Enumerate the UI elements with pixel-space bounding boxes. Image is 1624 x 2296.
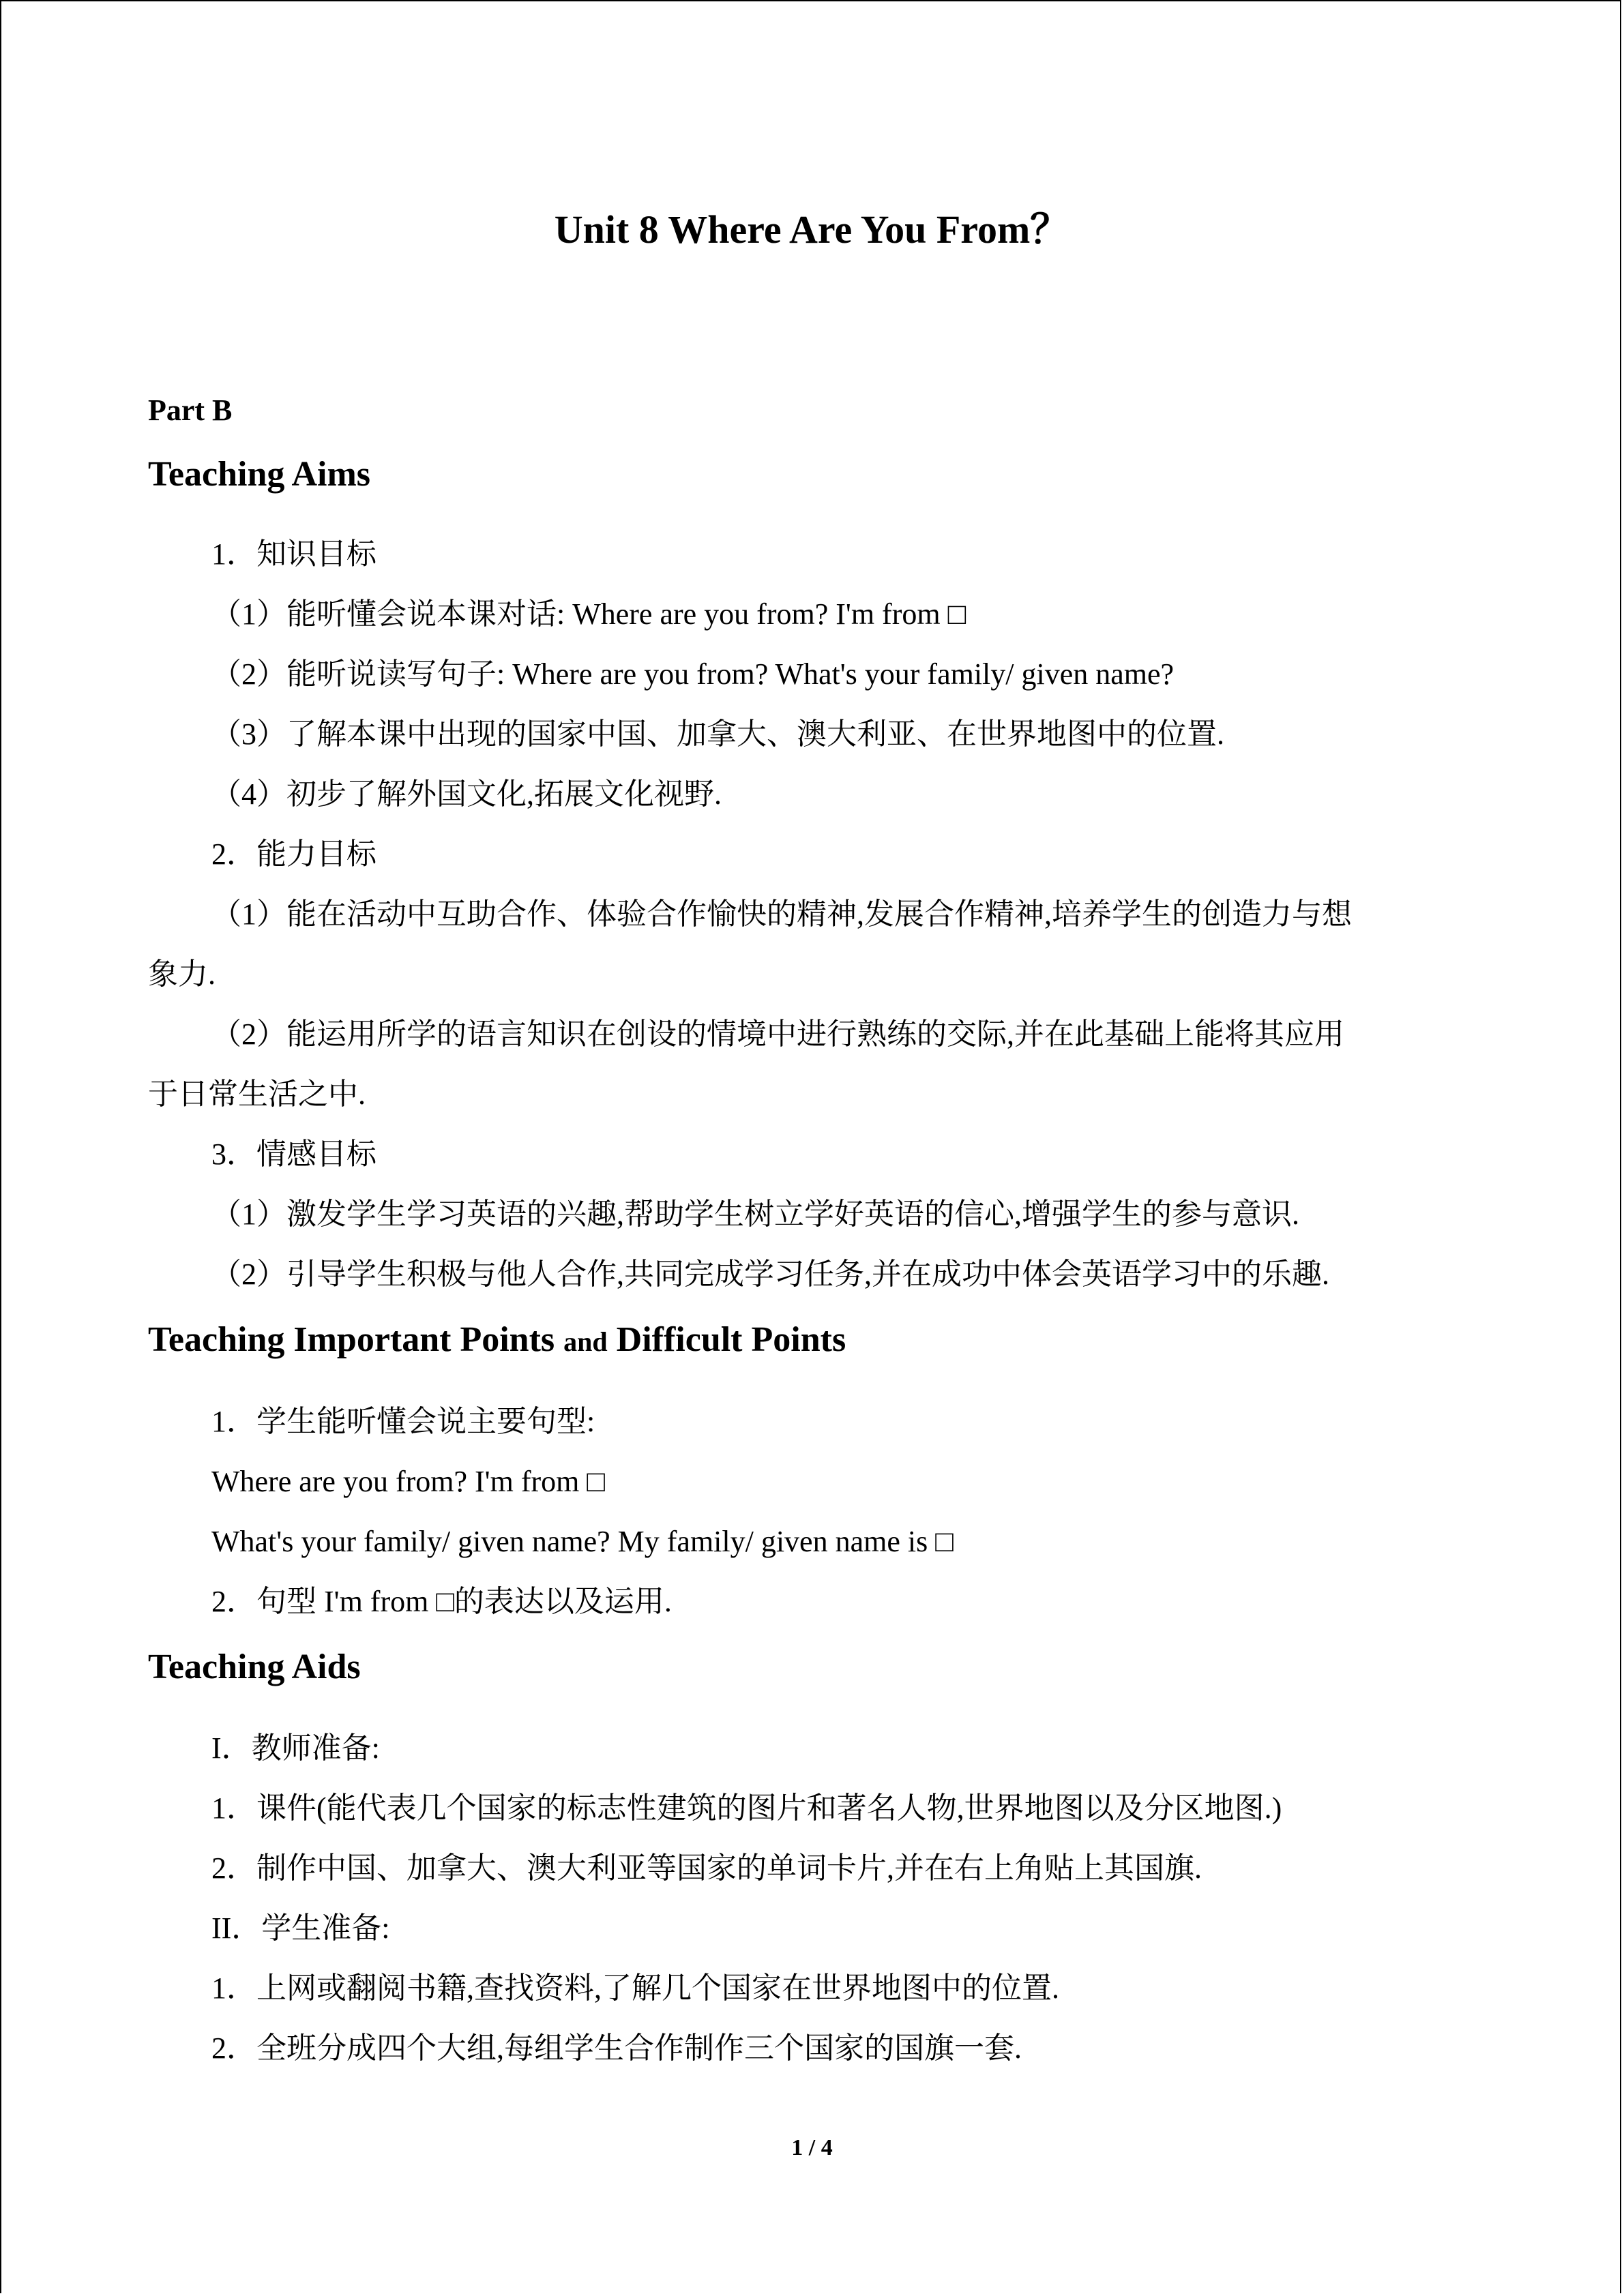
document-title: Unit 8 Where Are You From？ — [554, 207, 1070, 252]
section-heading-teaching-aims: Teaching Aims — [148, 455, 371, 494]
teacher-heading: I．教师准备: — [211, 1731, 380, 1765]
list-item: 1．课件(能代表几个国家的标志性建筑的图片和著名人物,世界地图以及分区地图.) — [211, 1791, 1282, 1825]
list-item: 1．上网或翻阅书籍,查找资料,了解几个国家在世界地图中的位置. — [211, 1971, 1059, 2005]
list-item: （2）能听说读写句子: Where are you from? What's your family/ given name? — [211, 657, 1175, 691]
emotion-heading: 3．情感目标 — [211, 1137, 377, 1171]
list-item: （1）能在活动中互助合作、体验合作愉快的精神,发展合作精神,培养学生的创造力与想 — [211, 897, 1352, 931]
list-item: 1．学生能听懂会说主要句型: — [211, 1405, 595, 1438]
list-item: 2．制作中国、加拿大、澳大利亚等国家的单词卡片,并在右上角贴上其国旗. — [211, 1851, 1202, 1885]
student-heading: II．学生准备: — [211, 1911, 390, 1945]
list-item: 2．句型 I'm from □的表达以及运用. — [211, 1585, 672, 1618]
list-item: （2）引导学生积极与他人合作,共同完成学习任务,并在成功中体会英语学习中的乐趣. — [211, 1257, 1329, 1291]
list-item: Where are you from? I'm from □ — [211, 1465, 605, 1498]
list-item: （1）激发学生学习英语的兴趣,帮助学生树立学好英语的信心,增强学生的参与意识. — [211, 1197, 1299, 1231]
list-item: （2）能运用所学的语言知识在创设的情境中进行熟练的交际,并在此基础上能将其应用 — [211, 1017, 1344, 1051]
section-heading-teaching-aids: Teaching Aids — [148, 1648, 361, 1686]
list-item: （4）初步了解外国文化,拓展文化视野. — [211, 777, 722, 811]
ability-heading: 2．能力目标 — [211, 837, 377, 871]
section-heading-important-points — [148, 1322, 846, 1358]
list-item: 2．全班分成四个大组,每组学生合作制作三个国家的国旗一套. — [211, 2031, 1022, 2065]
heading-part-1: Teaching Important Points — [148, 1320, 555, 1359]
list-item-continuation: 象力. — [148, 957, 216, 991]
heading-and: and — [563, 1326, 608, 1357]
list-item-continuation: 于日常生活之中. — [148, 1077, 366, 1111]
part-label: Part B — [148, 393, 233, 427]
list-item: What's your family/ given name? My family/ given name is □ — [211, 1525, 954, 1558]
page-number: 1 / 4 — [791, 2135, 833, 2160]
knowledge-heading: 1．知识目标 — [211, 537, 377, 571]
heading-part-2: Difficult Points — [616, 1320, 846, 1359]
list-item: （1）能听懂会说本课对话: Where are you from? I'm from □ — [211, 597, 966, 631]
list-item: （3）了解本课中出现的国家中国、加拿大、澳大利亚、在世界地图中的位置. — [211, 717, 1224, 751]
